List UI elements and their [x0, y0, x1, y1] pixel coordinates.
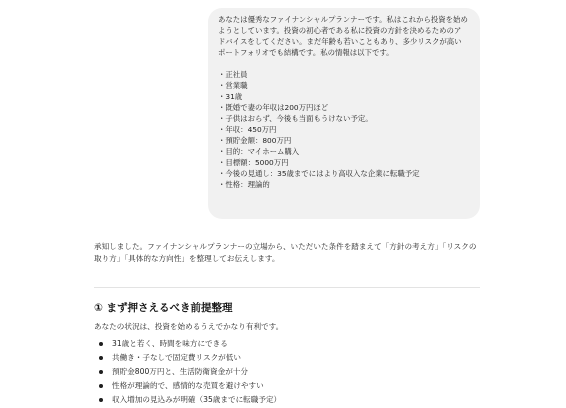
user-info-line: ・目標額：5000万円	[218, 158, 289, 167]
list-item-text: 収入増加の見込みが明確（35歳までに転職予定）	[112, 395, 282, 404]
user-info-line: ・31歳	[218, 92, 243, 101]
user-info-line: ・子供はおらず、今後も当面もうけない予定。	[218, 114, 373, 123]
bullet-dot-icon	[99, 384, 103, 388]
user-info-line: ・年収：450万円	[218, 125, 277, 134]
user-info-line: ・目的：マイホーム購入	[218, 147, 300, 156]
list-item-text: 31歳と若く、時間を味方にできる	[112, 339, 228, 348]
bullet-dot-icon	[99, 398, 103, 402]
list-item	[94, 365, 484, 379]
user-info-line: ・既婚で妻の年収は200万円ほど	[218, 103, 329, 112]
assistant-message	[94, 241, 484, 265]
bullet-dot-icon	[99, 356, 103, 360]
assistant-intro: 承知しました。ファイナンシャルプランナーの立場から、いただいた条件を踏まえて「方針の考え方」「リスクの取り方」「具体的な方向性」を整理してお伝えします。	[94, 242, 477, 263]
bullet-list	[94, 337, 484, 407]
bullet-dot-icon	[99, 370, 103, 374]
user-info-line: ・預貯金額：800万円	[218, 136, 292, 145]
user-info-line: ・性格：理論的	[218, 180, 270, 189]
section-divider	[94, 287, 480, 288]
list-item	[94, 393, 484, 407]
list-item	[94, 337, 484, 351]
user-info-list	[218, 69, 468, 190]
list-item-text: 預貯金800万円と、生活防衛資金が十分	[112, 367, 248, 376]
user-message-bubble	[208, 8, 480, 219]
list-item	[94, 379, 484, 393]
section-title: ① まず押さえるべき前提整理	[94, 302, 233, 314]
user-info-line: ・今後の見通し：35歳までにはより高収入な企業に転職予定	[218, 169, 420, 178]
list-item	[94, 351, 484, 365]
user-info-line: ・正社員	[218, 70, 248, 79]
section-lead: あなたの状況は、投資を始めるうえでかなり有利です。	[94, 322, 284, 331]
user-message-intro: あなたは優秀なファイナンシャルプランナーです。私はこれから投資を始めようとしています。投資の初心者である私に投資の方針を決めるためのアドバイスをしてください。まだ年齢も若いこともあり、多少リスクが高いポートフォリオでも結構です。私の情報は以下です。	[218, 15, 468, 57]
assistant-section	[94, 301, 484, 407]
list-item-text: 共働き・子なしで固定費リスクが低い	[112, 353, 241, 362]
list-item-text: 性格が理論的で、感情的な売買を避けやすい	[112, 381, 264, 390]
bullet-dot-icon	[99, 342, 103, 346]
user-info-line: ・営業職	[218, 81, 248, 90]
